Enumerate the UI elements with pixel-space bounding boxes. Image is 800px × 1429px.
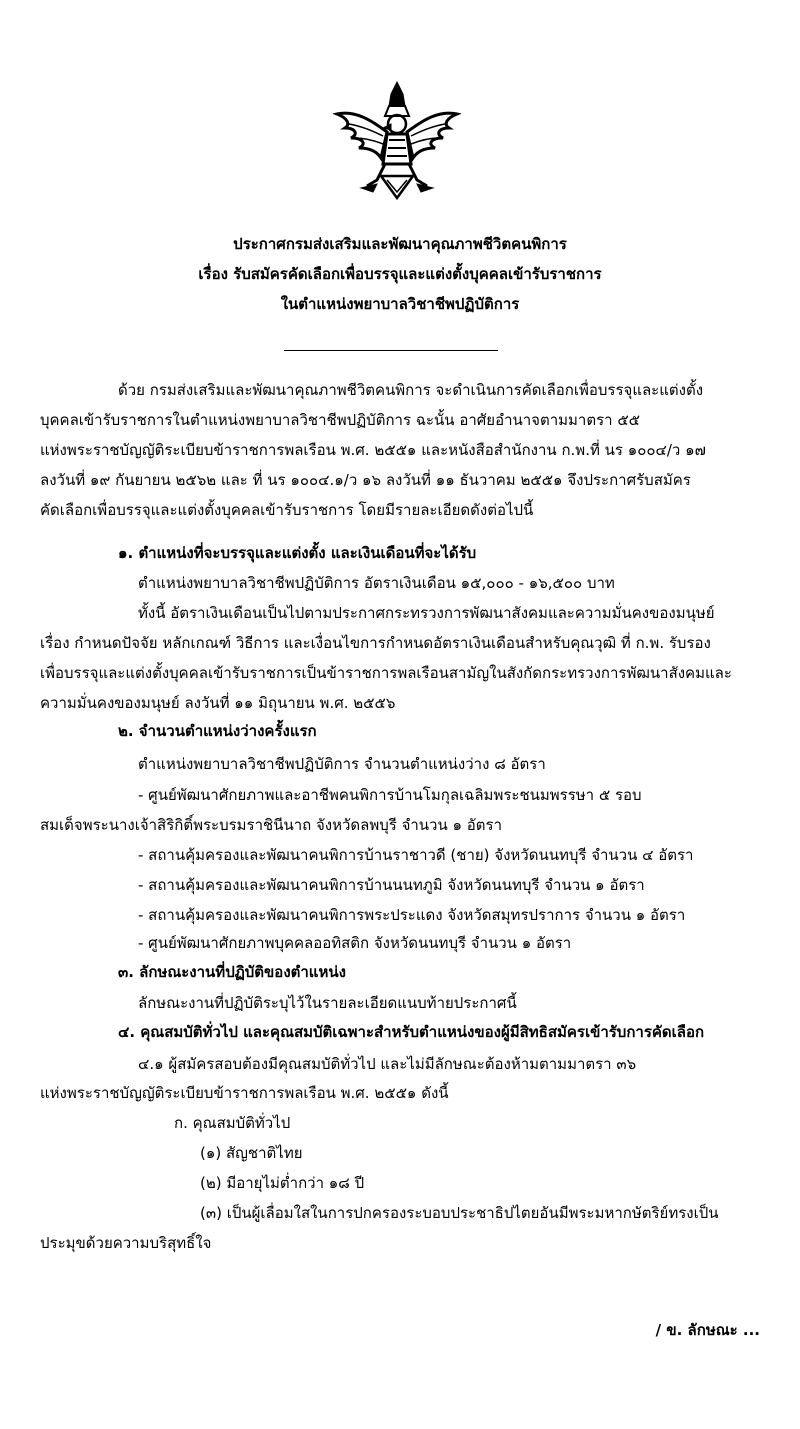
section-2-line-5: - สถานคุ้มครองและพัฒนาคนพิการบ้านนนทภูมิ จังหวัดนนทบุรี จำนวน ๑ อัตรา — [138, 876, 645, 894]
title-divider — [284, 350, 498, 351]
section-1-line-4: เพื่อบรรจุและแต่งตั้งบุคคลเข้ารับราชการเป็นข้าราชการพลเรือนสามัญในสังกัดกระทรวงการพัฒนาสังคมและ — [40, 664, 732, 682]
section-2-heading: ๒. จำนวนตำแหน่งว่างครั้งแรก — [118, 722, 317, 740]
announcement-subject: เรื่อง รับสมัครคัดเลือกเพื่อบรรจุและแต่งตั้งบุคคลเข้ารับราชการ — [198, 265, 602, 283]
intro-line-4: ลงวันที่ ๑๙ กันยายน ๒๕๖๒ และ ที่ นร ๑๐๐๔.๑/ว ๑๖ ลงวันที่ ๑๑ ธันวาคม ๒๕๕๑ จึงประกาศรับสมัคร — [40, 471, 691, 489]
section-2-line-7: - ศูนย์พัฒนาศักยภาพบุคคลออทิสติก จังหวัดนนทบุรี จำนวน ๑ อัตรา — [138, 934, 572, 952]
section-3-heading: ๓. ลักษณะงานที่ปฏิบัติของตำแหน่ง — [118, 963, 346, 981]
section-2-line-2: - ศูนย์พัฒนาศักยภาพและอาชีพคนพิการบ้านโมกุลเฉลิมพระชนมพรรษา ๕ รอบ — [138, 786, 642, 804]
announcement-position: ในตำแหน่งพยาบาลวิชาชีพปฏิบัติการ — [280, 295, 520, 313]
section-2-line-4: - สถานคุ้มครองและพัฒนาคนพิการบ้านราชาวดี (ชาย) จังหวัดนนทบุรี จำนวน ๔ อัตรา — [138, 846, 694, 864]
intro-line-3: แห่งพระราชบัญญัติระเบียบข้าราชการพลเรือน พ.ศ. ๒๕๕๑ และหนังสือสำนักงาน ก.พ.ที่ นร ๑๐๐๔/ว ๑๗ — [40, 441, 706, 459]
section-1-line-2: ทั้งนี้ อัตราเงินเดือนเป็นไปตามประกาศกระทรวงการพัฒนาสังคมและความมั่นคงของมนุษย์ — [138, 604, 715, 622]
section-1-line-1: ตำแหน่งพยาบาลวิชาชีพปฏิบัติการ อัตราเงินเดือน ๑๕,๐๐๐ - ๑๖,๕๐๐ บาท — [138, 574, 615, 592]
intro-line-1: ด้วย กรมส่งเสริมและพัฒนาคุณภาพชีวิตคนพิการ จะดำเนินการคัดเลือกเพื่อบรรจุและแต่งตั้ง — [118, 381, 704, 399]
section-1-line-3: เรื่อง กำหนดปัจจัย หลักเกณฑ์ วิธีการ และเงื่อนไขการกำหนดอัตราเงินเดือนสำหรับคุณวุฒิ ที่ ก.พ. รับรอง — [40, 634, 711, 652]
section-4-line-4: (๑) สัญชาติไทย — [200, 1144, 303, 1162]
section-2-line-1: ตำแหน่งพยาบาลวิชาชีพปฏิบัติการ จำนวนตำแหน่งว่าง ๘ อัตรา — [138, 755, 546, 773]
section-4-line-2: แห่งพระราชบัญญัติระเบียบข้าราชการพลเรือน พ.ศ. ๒๕๕๑ ดังนี้ — [40, 1084, 449, 1102]
section-4-line-5: (๒) มีอายุไม่ต่ำกว่า ๑๘ ปี — [200, 1174, 365, 1192]
intro-line-2: บุคคลเข้ารับราชการในตำแหน่งพยาบาลวิชาชีพปฏิบัติการ ฉะนั้น อาศัยอำนาจตามมาตรา ๕๕ — [40, 411, 641, 429]
section-3-line-1: ลักษณะงานที่ปฏิบัติระบุไว้ในรายละเอียดแนบท้ายประกาศนี้ — [138, 994, 517, 1012]
section-4-heading: ๔. คุณสมบัติทั่วไป และคุณสมบัติเฉพาะสำหรับตำแหน่งของผู้มีสิทธิสมัครเข้ารับการคัดเลือก — [118, 1023, 705, 1041]
section-4-line-3: ก. คุณสมบัติทั่วไป — [174, 1114, 291, 1132]
section-1-heading: ๑. ตำแหน่งที่จะบรรจุและแต่งตั้ง และเงินเดือนที่จะได้รับ — [118, 544, 477, 562]
intro-line-5: คัดเลือกเพื่อบรรจุและแต่งตั้งบุคคลเข้ารับราชการ โดยมีรายละเอียดดังต่อไปนี้ — [40, 501, 534, 519]
section-4-line-6: (๓) เป็นผู้เลื่อมใสในการปกครองระบอบประชาธิปไตยอันมีพระมหากษัตริย์ทรงเป็น — [200, 1204, 719, 1222]
section-4-line-1: ๔.๑ ผู้สมัครสอบต้องมีคุณสมบัติทั่วไป และไม่มีลักษณะต้องห้ามตามมาตรา ๓๖ — [138, 1055, 637, 1073]
section-4-line-7: ประมุขด้วยความบริสุทธิ์ใจ — [40, 1234, 212, 1252]
section-2-line-6: - สถานคุ้มครองและพัฒนาคนพิการพระประแดง จังหวัดสมุทรปราการ จำนวน ๑ อัตรา — [138, 906, 686, 924]
section-2-line-3: สมเด็จพระนางเจ้าสิริกิติ์พระบรมราชินีนาถ จังหวัดลพบุรี จำนวน ๑ อัตรา — [40, 816, 503, 834]
garuda-emblem — [333, 80, 461, 202]
continued-on-next-page: / ข. ลักษณะ ... — [655, 1321, 760, 1339]
announcement-issuer: ประกาศกรมส่งเสริมและพัฒนาคุณภาพชีวิตคนพิการ — [233, 235, 567, 253]
section-1-line-5: ความมั่นคงของมนุษย์ ลงวันที่ ๑๑ มิถุนายน พ.ศ. ๒๕๕๖ — [40, 694, 396, 712]
